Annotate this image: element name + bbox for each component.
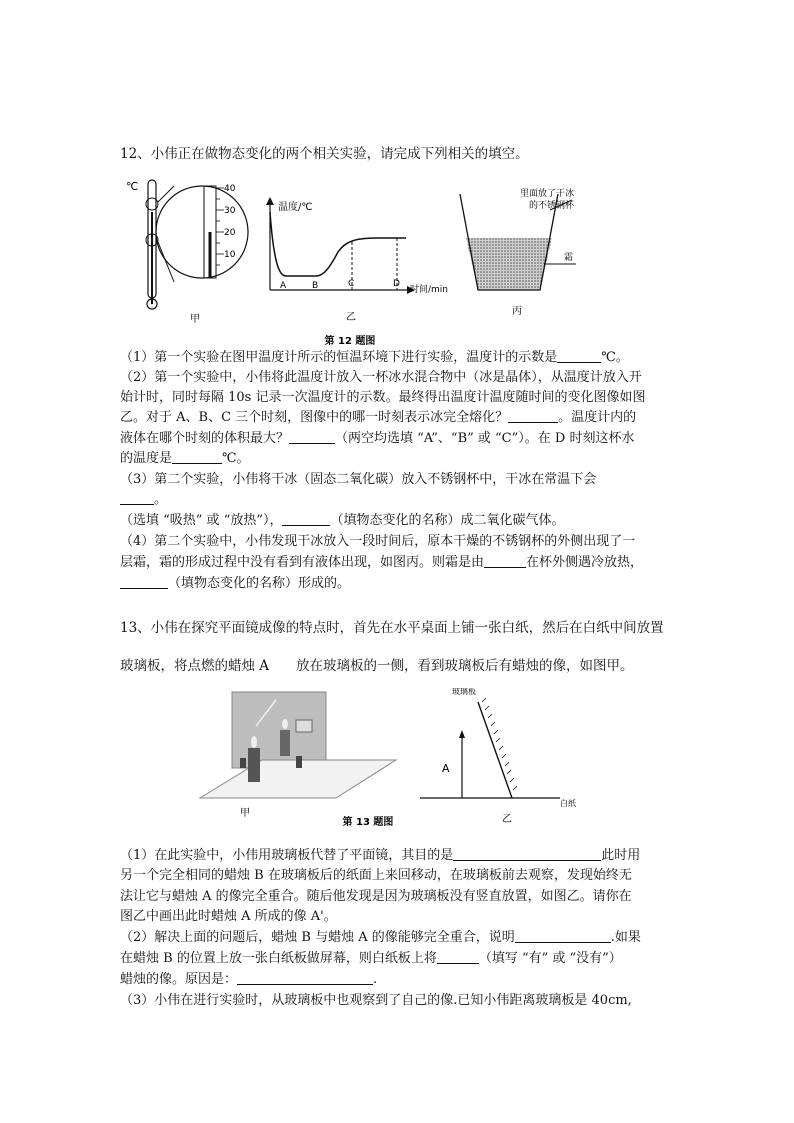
candle-a-label: A: [442, 762, 450, 775]
yi-caption: 乙: [346, 312, 356, 323]
answer-blank[interactable]: [557, 349, 601, 363]
point-d: D: [393, 279, 400, 289]
scale-10: 10: [224, 250, 236, 260]
answer-blank[interactable]: [453, 847, 601, 861]
q12-part2-line2: 始计时，同时每隔 10s 记录一次温度计的示数。最终得出温度计温度随时间的变化图像如图: [120, 390, 646, 405]
q13-part1-line4: 图乙中画出此时蜡烛 A 所成的像 A'。: [120, 909, 337, 924]
q12-part4-line3: （填物态变化的名称）形成的。: [120, 574, 350, 595]
q12-part2-line5: 的温度是 ℃。: [120, 451, 250, 466]
candle-photo: [200, 692, 396, 819]
q13-part2-line3: 蜡烛的像。原因是： .: [120, 972, 378, 987]
q12-part1: （1）第一个实验在图甲温度计所示的恒温环境下进行实验，温度计的示数是 ℃。: [120, 350, 629, 365]
q13-title-line2: 玻璃板，将点燃的蜡烛 A 放在玻璃板的一侧，看到玻璃板后有蜡烛的像，如图甲。: [120, 658, 634, 674]
q12-part2-line1: （2）第一个实验中，小伟将此温度计放入一杯冰水混合物中（冰是晶体），从温度计放入开: [120, 370, 642, 385]
answer-blank[interactable]: [289, 430, 335, 444]
answer-blank[interactable]: [508, 409, 558, 423]
frost-label: 霜: [564, 253, 574, 263]
cup-label-1: 里面放了干冰: [519, 189, 574, 199]
answer-blank[interactable]: [282, 512, 330, 526]
answer-blank[interactable]: [237, 971, 373, 985]
q12-part3-line2: 。: [120, 490, 167, 511]
cup-label-2: 的不锈钢杯: [528, 201, 574, 211]
answer-blank[interactable]: [437, 950, 479, 964]
q13-part2-line2: 在蜡烛 B 的位置上放一张白纸板做屏幕，则白纸板上将 （填写 “有” 或 “没有”）: [120, 951, 622, 966]
scale-30: 30: [224, 206, 236, 216]
point-a: A: [280, 281, 287, 291]
tilted-glass-diagram: [420, 688, 576, 825]
q12-title: 12、小伟正在做物态变化的两个相关实验，请完成下列相关的填空。: [120, 146, 529, 162]
figure-13: [196, 688, 596, 833]
thermometer-figure: [126, 180, 248, 325]
q12-part4-line1: （4）第二个实验中，小伟发现干冰放入一段时间后，原本干燥的不锈钢杯的外侧出现了一: [120, 534, 636, 549]
jia-caption: 甲: [190, 314, 200, 325]
glass-plate-label: 玻璃板: [452, 688, 476, 696]
celsius-unit-label: ℃: [126, 180, 139, 193]
yi-caption-13: 乙: [502, 814, 512, 825]
scale-40: 40: [224, 184, 236, 194]
q13-part1-line2: 另一个完全相同的蜡烛 B 在玻璃板后的纸面上来回移动，在玻璃板前去观察，发现始终无: [120, 868, 632, 883]
point-c: C: [348, 279, 355, 289]
answer-blank[interactable]: [172, 450, 222, 464]
q13-part1-line1: （1）在此实验中，小伟用玻璃板代替了平面镜，其目的是 此时用: [120, 848, 641, 863]
q13-title-line1: 13、小伟在探究平面镜成像的特点时，首先在水平桌面上铺一张白纸，然后在白纸中间放置: [120, 620, 664, 636]
figure-12-title: 第 12 题图: [324, 336, 376, 347]
answer-blank[interactable]: [120, 575, 168, 589]
q13-part2-line1: （2）解决上面的问题后，蜡烛 B 与蜡烛 A 的像能够完全重合，说明 .如果: [120, 930, 641, 945]
q13-part1-line3: 法让它与蜡烛 A 的像完全重合。随后他发现是因为玻璃板没有竖直放置，如图乙。请你在: [120, 889, 632, 904]
answer-blank[interactable]: [120, 491, 154, 505]
q12-part4-line2: 层霜，霜的形成过程中没有看到有液体出现，如图丙。则霜是由 在杯外侧遇冷放热，: [120, 555, 644, 570]
answer-blank[interactable]: [484, 554, 526, 568]
q12-part2-line3: 乙。对于 A、B、C 三个时刻，图像中的哪一时刻表示冰完全熔化？ 。温度计内的: [120, 410, 637, 425]
figure-12: [120, 172, 580, 347]
scale-20: 20: [224, 228, 236, 238]
answer-blank[interactable]: [515, 929, 611, 943]
bing-caption: 丙: [512, 306, 522, 317]
figure-13-title: 第 13 题图: [342, 817, 394, 828]
jia-caption-13: 甲: [240, 808, 250, 819]
q12-part3-line3: （选填 “吸热” 或 “放热”）， （填物态变化的名称）成二氧化碳气体。: [120, 513, 565, 528]
q12-part2-line4: 液体在哪个时刻的体积最大？ （两空均选填 “A”、“B” 或 “C”）。在 D 时刻这杯水: [120, 431, 635, 446]
point-b: B: [312, 281, 319, 291]
graph-ylabel: 温度/℃: [278, 202, 313, 213]
temperature-graph: [266, 197, 448, 323]
q12-part3-line1: （3）第二个实验，小伟将干冰（固态二氧化碳）放入不锈钢杯中，干冰在常温下会: [120, 472, 597, 487]
q13-part3-line1: （3）小伟在进行实验时，从玻璃板中也观察到了自己的像.已知小伟距离玻璃板是 40cm,: [120, 993, 632, 1008]
white-paper-label: 白纸: [560, 799, 576, 808]
graph-xlabel: 时间/min: [410, 285, 449, 295]
steel-cup-figure: [460, 187, 576, 317]
